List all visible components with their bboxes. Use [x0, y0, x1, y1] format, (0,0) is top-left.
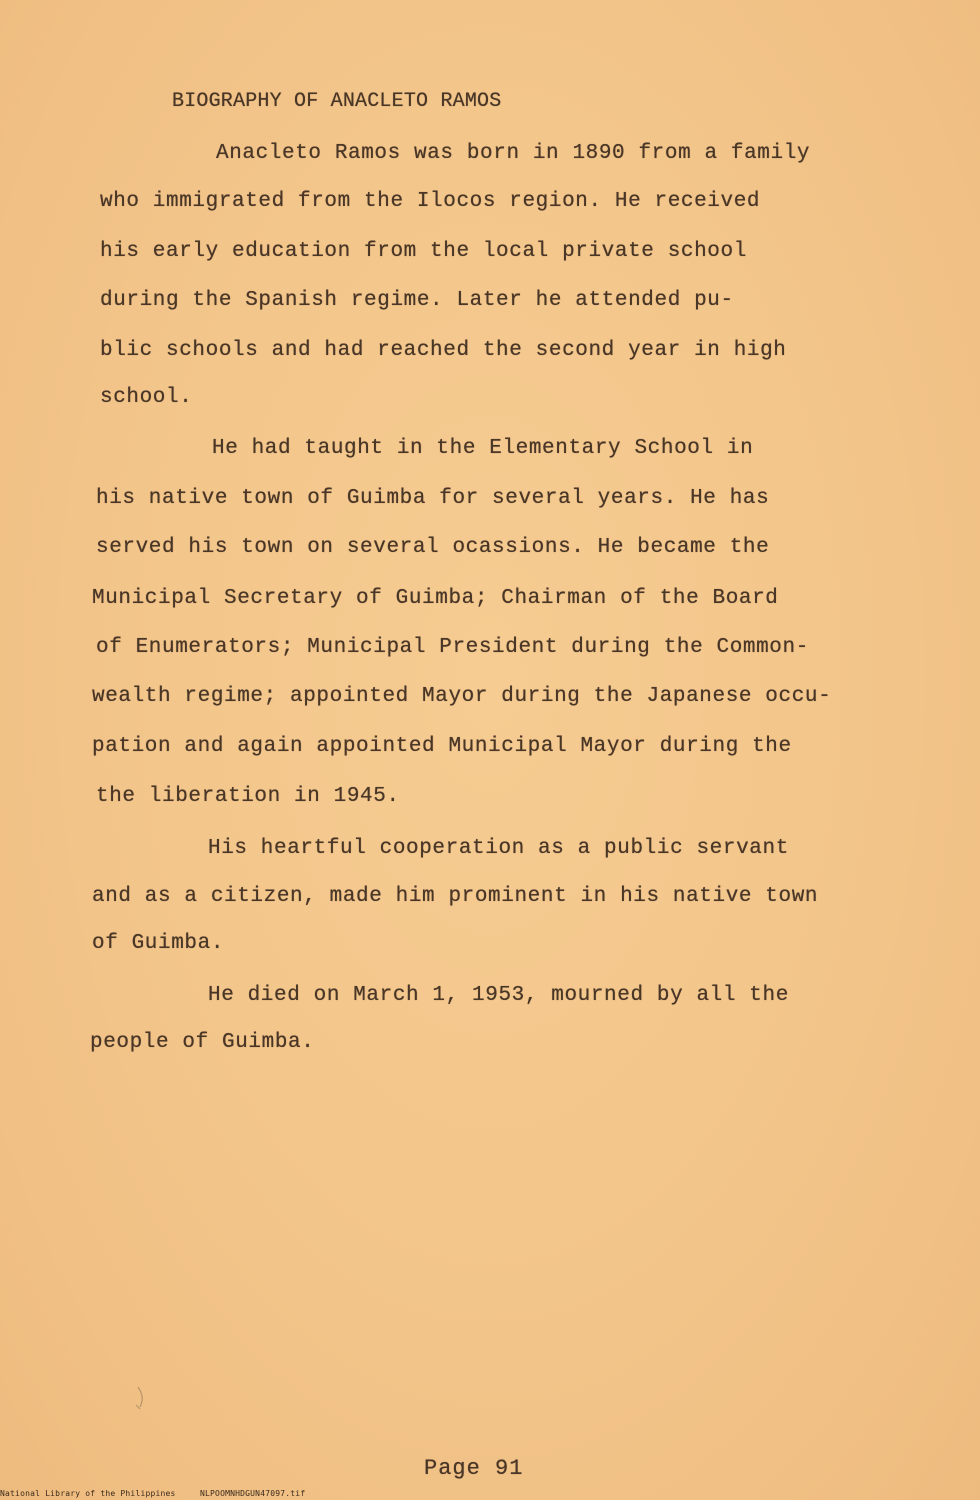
text-line: blic schools and had reached the second year in high [100, 339, 787, 362]
text-line: pation and again appointed Municipal Mayor during the [92, 735, 792, 758]
text-line: his native town of Guimba for several years. He has [96, 487, 770, 510]
text-line: who immigrated from the Ilocos region. He received [100, 190, 761, 213]
text-line: Municipal Secretary of Guimba; Chairman of the Board [92, 587, 779, 610]
text-line: school. [100, 386, 193, 409]
text-line: wealth regime; appointed Mayor during the Japanese occu- [92, 685, 832, 708]
document-title: BIOGRAPHY OF ANACLETO RAMOS [172, 90, 502, 113]
text-line: Anacleto Ramos was born in 1890 from a family [216, 142, 811, 165]
text-line: during the Spanish regime. Later he attended pu- [100, 289, 734, 312]
footer-source: National Library of the Philippines [0, 1489, 176, 1498]
text-line: and as a citizen, made him prominent in his native town [92, 885, 819, 908]
text-line: His heartful cooperation as a public servant [208, 837, 789, 860]
text-line: his early education from the local private school [100, 240, 747, 263]
text-line: He died on March 1, 1953, mourned by all the [208, 984, 789, 1007]
text-line: He had taught in the Elementary School in [212, 437, 754, 460]
text-line: of Enumerators; Municipal President during the Common- [96, 636, 809, 659]
page-number: Page 91 [424, 1456, 524, 1481]
text-line: the liberation in 1945. [96, 785, 400, 808]
text-line: of Guimba. [92, 932, 225, 955]
pencil-mark-icon [130, 1385, 150, 1413]
text-line: served his town on several ocassions. He became the [96, 536, 770, 559]
footer-filename: NLPOOMNHDGUN47097.tif [200, 1489, 306, 1498]
text-line: people of Guimba. [90, 1031, 315, 1054]
